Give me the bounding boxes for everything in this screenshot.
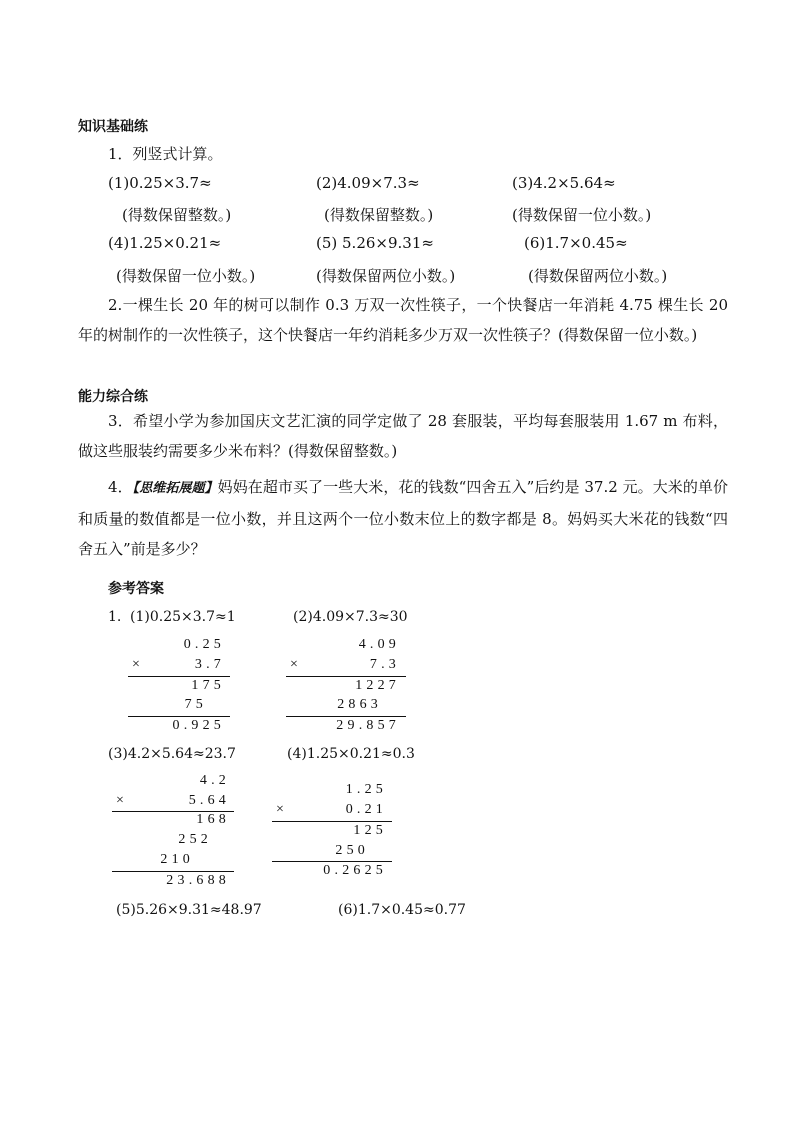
- vc2-times-sign: ×: [290, 657, 303, 672]
- vc4-times-sign: ×: [276, 802, 289, 817]
- vc4-multiplicand: 1.25: [345, 782, 387, 797]
- section-heading-answers: 参考答案: [108, 581, 164, 597]
- vc3-partial-2: 252: [178, 832, 212, 847]
- q1-item-3-note: (得数保留一位小数。): [512, 206, 652, 224]
- vc3-line-2: [112, 871, 234, 872]
- vc1-line-2: [128, 716, 230, 717]
- answer-1-6: (6)1.7×0.45≈0.77: [338, 902, 466, 918]
- q1-item-1-note: (得数保留整数。): [122, 206, 232, 224]
- vc1-multiplier: 3.7: [194, 657, 225, 672]
- answer-1-3: (3)4.2×5.64≈23.7: [108, 746, 236, 762]
- question-4: [78, 472, 728, 564]
- q4-extension-tag: 【思维拓展题】: [132, 481, 218, 496]
- vc3-partial-1: 168: [196, 812, 230, 827]
- q1-item-4-note: (得数保留一位小数。): [116, 267, 256, 285]
- question-3: 3．希望小学为参加国庆文艺汇演的同学定做了 28 套服装，平均每套服装用 1.67 m 布料，做这些服装约需要多少米布料？(得数保留整数。): [78, 412, 728, 460]
- q1-item-3-expr: (3)4.2×5.64≈: [512, 174, 616, 192]
- section-heading-basic: 知识基础练: [78, 119, 148, 135]
- vc2-result: 29.857: [336, 718, 400, 733]
- vc2-partial-1: 1227: [355, 678, 400, 693]
- vc3-multiplicand: 4.2: [199, 773, 230, 788]
- question-1-title: 1．列竖式计算。: [108, 145, 223, 163]
- vc2-line-1: [286, 676, 406, 677]
- vc1-times-sign: ×: [132, 657, 145, 672]
- vc4-line-1: [272, 821, 392, 822]
- vc4-multiplier: 0.21: [345, 802, 387, 817]
- q4-number: 4．: [108, 478, 133, 496]
- vc4-line-2: [272, 861, 392, 862]
- vc1-multiplicand: 0.25: [183, 637, 225, 652]
- q1-item-2-expr: (2)4.09×7.3≈: [316, 174, 420, 192]
- q1-item-4-expr: (4)1.25×0.21≈: [108, 234, 222, 252]
- q1-item-2-note: (得数保留整数。): [324, 206, 434, 224]
- q1-item-1-expr: (1)0.25×3.7≈: [108, 174, 212, 192]
- vc2-multiplicand: 4.09: [358, 637, 400, 652]
- vc3-multiplier: 5.64: [188, 793, 230, 808]
- vc1-result: 0.925: [172, 718, 225, 733]
- q1-item-5-expr: (5) 5.26×9.31≈: [316, 234, 434, 252]
- question-2: 2.一棵生长 20 年的树可以制作 0.3 万双一次性筷子，一个快餐店一年消耗 4.75 棵生长 20 年的树制作的一次性筷子，这个快餐店一年约消耗多少万双一次性筷子？(得数保留一位小数。): [78, 296, 728, 344]
- answer-1-4: (4)1.25×0.21≈0.3: [287, 746, 415, 762]
- vc4-result: 0.2625: [323, 863, 387, 878]
- vc3-partial-3: 210: [160, 852, 194, 867]
- vc1-line-1: [128, 676, 230, 677]
- q1-item-6-expr: (6)1.7×0.45≈: [524, 234, 628, 252]
- answer-1-number: 1.: [108, 609, 122, 625]
- q1-item-6-note: (得数保留两位小数。): [528, 267, 668, 285]
- vc4-partial-1: 125: [353, 823, 387, 838]
- vc2-line-2: [286, 716, 406, 717]
- answer-1-2: (2)4.09×7.3≈30: [293, 609, 408, 625]
- vc1-partial-2: 75: [184, 697, 207, 712]
- answer-1-1: (1)0.25×3.7≈1: [130, 609, 236, 625]
- vc2-partial-2: 2863: [337, 697, 382, 712]
- q4-text: 妈妈在超市买了一些大米，花的钱数“四舍五入”后约是 37.2 元。大米的单价和质量的数值都是一位小数，并且这两个一位小数末位上的数字都是 8。妈妈买大米花的钱数“四舍五入”前是多少？: [78, 478, 728, 558]
- vc2-multiplier: 7.3: [369, 657, 400, 672]
- vc3-result: 23.688: [166, 873, 230, 888]
- vc4-partial-2: 250: [335, 843, 369, 858]
- q1-item-5-note: (得数保留两位小数。): [316, 267, 456, 285]
- vc3-times-sign: ×: [116, 793, 129, 808]
- section-heading-ability: 能力综合练: [78, 389, 148, 405]
- answer-1-5: (5)5.26×9.31≈48.97: [116, 902, 262, 918]
- vc1-partial-1: 175: [191, 678, 225, 693]
